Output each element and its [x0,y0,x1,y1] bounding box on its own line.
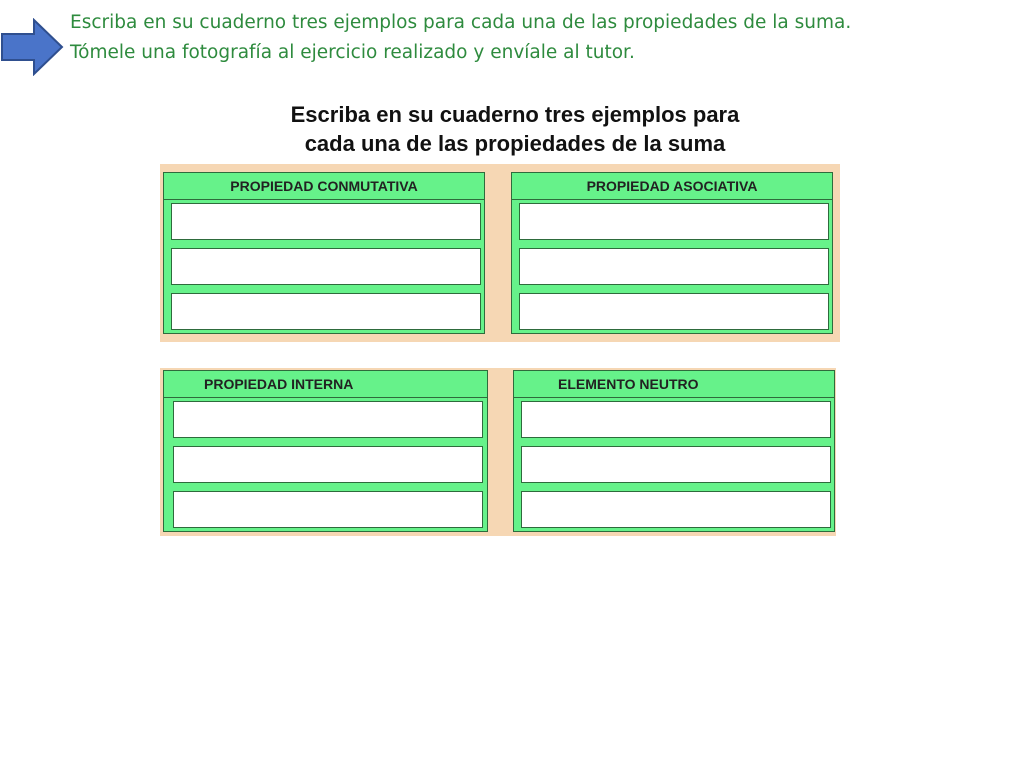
conmutativa-field-2[interactable] [171,248,481,285]
title-line-2: cada una de las propiedades de la suma [304,131,726,156]
bottom-panel [160,368,836,536]
instruction-line-2: Tómele una fotografía al ejercicio realizado y envíale al tutor. [70,42,635,63]
neutro-field-3[interactable] [521,491,831,528]
card-neutro [513,370,835,532]
neutro-field-1[interactable] [521,401,831,438]
interna-field-3[interactable] [173,491,483,528]
card-title-neutro: ELEMENTO NEUTRO [514,371,834,398]
asociativa-field-1[interactable] [519,203,829,240]
asociativa-field-2[interactable] [519,248,829,285]
page-title [200,100,830,158]
interna-field-1[interactable] [173,401,483,438]
instruction-line-1: Escriba en su cuaderno tres ejemplos para cada una de las propiedades de la suma. [70,12,852,33]
card-interna [163,370,488,532]
conmutativa-field-3[interactable] [171,293,481,330]
title-line-1: Escriba en su cuaderno tres ejemplos para [290,102,740,127]
instruction-text [70,8,1010,68]
card-title-asociativa: PROPIEDAD ASOCIATIVA [512,173,832,200]
neutro-field-2[interactable] [521,446,831,483]
conmutativa-field-1[interactable] [171,203,481,240]
top-panel [160,164,840,342]
asociativa-field-3[interactable] [519,293,829,330]
card-title-interna: PROPIEDAD INTERNA [164,371,487,398]
card-title-conmutativa: PROPIEDAD CONMUTATIVA [164,173,484,200]
right-arrow-icon [0,18,64,76]
card-asociativa [511,172,833,334]
interna-field-2[interactable] [173,446,483,483]
card-conmutativa [163,172,485,334]
